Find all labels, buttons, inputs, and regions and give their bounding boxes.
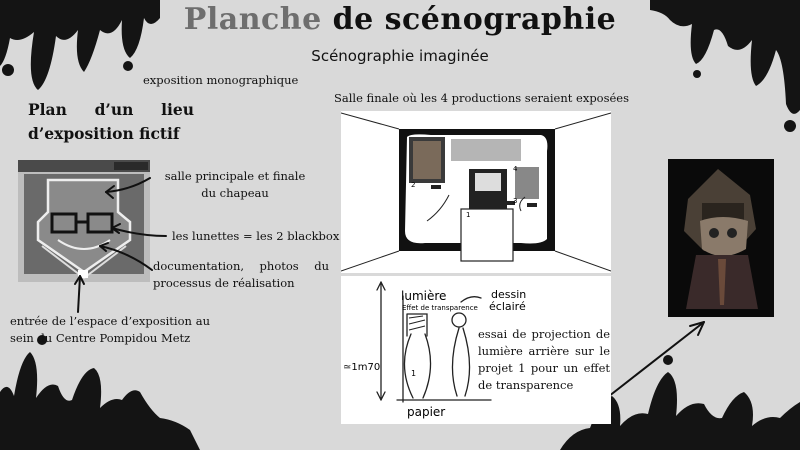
- page-subtitle: Scénographie imaginée: [311, 47, 489, 65]
- annotation-entrance: entrée de l’espace d’exposition au sein du Centre Pompidou Metz: [10, 314, 210, 345]
- label-height: ≃1m70: [343, 362, 381, 373]
- plan-heading: Plan d’un lieu d’exposition fictif: [28, 100, 194, 143]
- annotation-main-room: salle principale et finale du chapeau: [164, 169, 306, 200]
- label-papier: papier: [407, 405, 446, 419]
- annotation-documentation: documentation, photos du processus de réalisation: [153, 259, 329, 290]
- label-effet-transparence: Effet de transparence: [402, 304, 478, 312]
- exhibition-type: exposition monographique: [143, 73, 299, 87]
- backlit-photo: [668, 159, 774, 317]
- sketch-number-4: 4: [513, 165, 518, 173]
- final-room-sketch: [341, 111, 611, 273]
- label-dessin: dessin: [491, 288, 527, 301]
- label-number-1: 1: [411, 369, 417, 378]
- final-room-caption: Salle finale où les 4 productions seraient exposées: [334, 91, 630, 105]
- annotation-glasses: les lunettes = les 2 blackbox: [172, 229, 340, 243]
- projection-description: essai de projection de lumière arrière sur le projet 1 pour un effet de transparence: [478, 327, 610, 392]
- sketch-number-1: 1: [466, 211, 471, 219]
- label-lumiere: lumière: [401, 289, 447, 303]
- label-eclaire: éclairé: [489, 300, 526, 313]
- sketch-number-3: 3: [513, 197, 518, 205]
- sketch-number-2: 2: [411, 181, 416, 189]
- title-word-2: de scénographie: [332, 2, 617, 37]
- title-word-1: Planche: [183, 2, 322, 37]
